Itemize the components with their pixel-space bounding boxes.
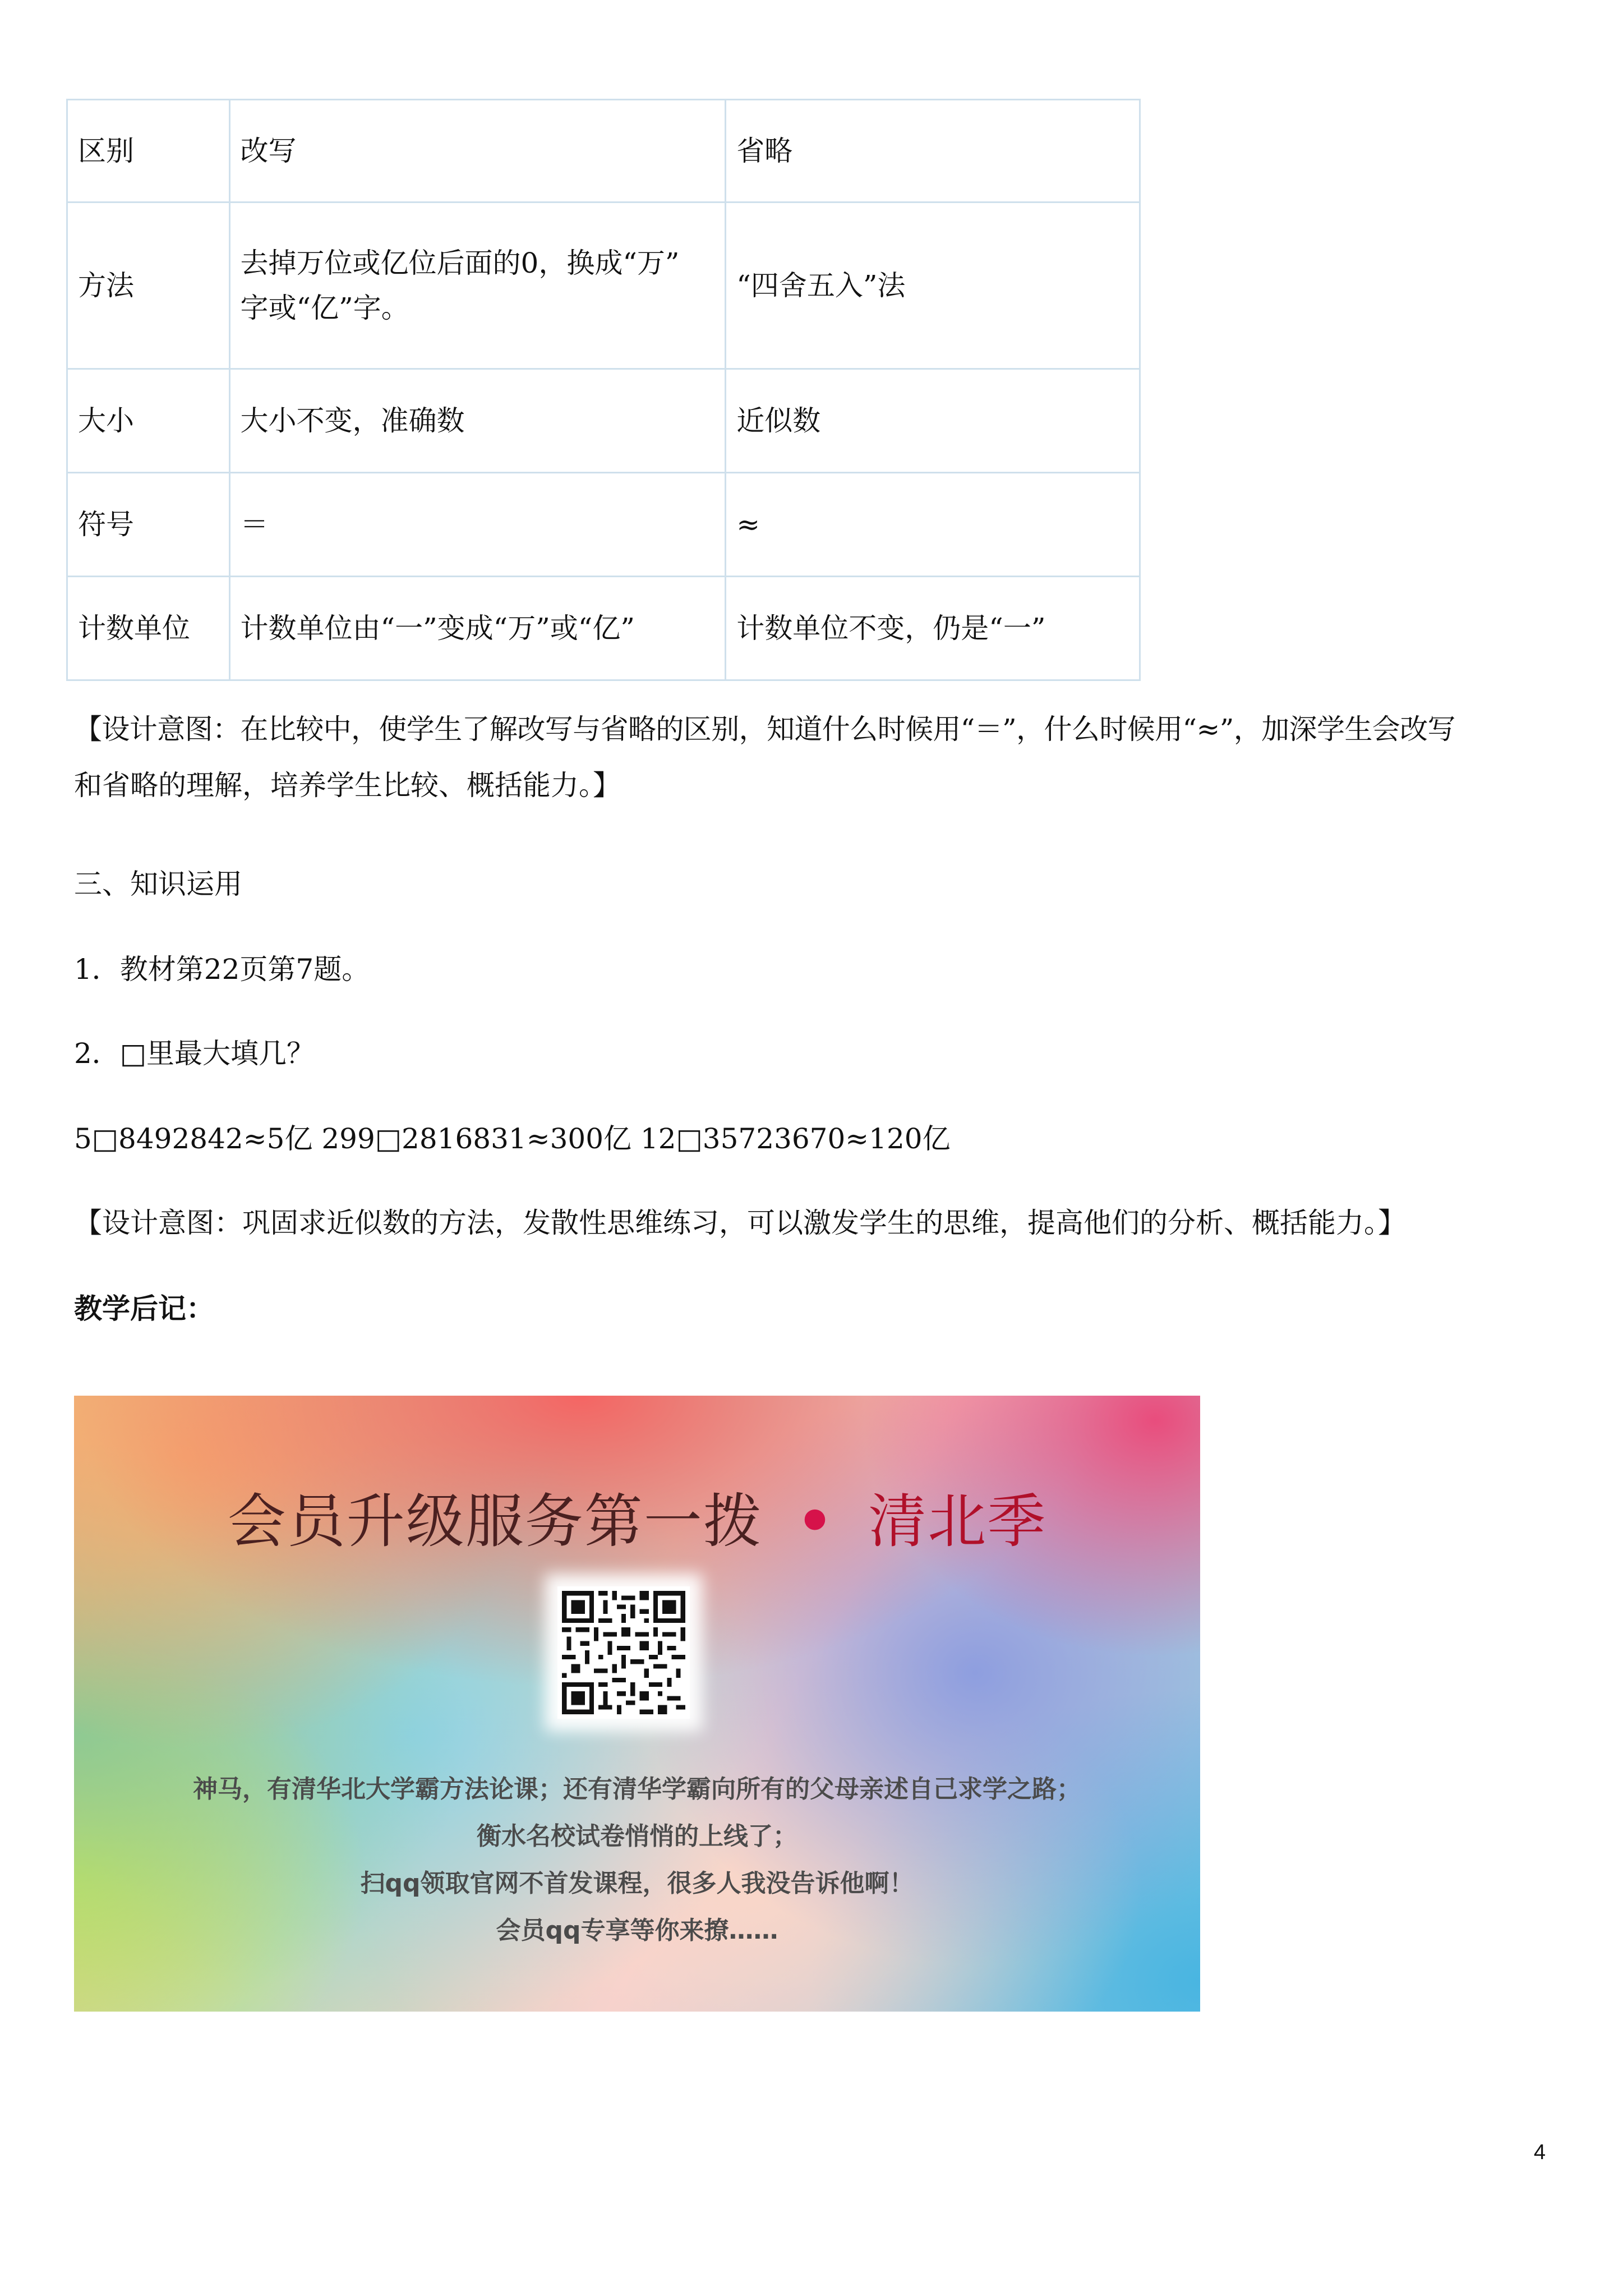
banner-title-right: 清北季	[868, 1487, 1047, 1556]
page-number: 4	[1533, 2141, 1546, 2164]
teaching-postscript-heading: 教学后记：	[74, 1292, 214, 1325]
banner-text-block	[74, 1766, 1200, 1954]
promo-banner[interactable]	[74, 1396, 1200, 2012]
paragraph-line: 和省略的理解，培养学生比较、概括能力。】	[74, 769, 621, 802]
table-header-cell: 区别	[67, 100, 230, 203]
banner-text-line: 扫qq领取官网不首发课程，很多人我没告诉他啊！	[360, 1869, 914, 1898]
table-cell: “四舍五入”法	[726, 203, 1140, 369]
design-intent-paragraph: 【设计意图：巩固求近似数的方法，发散性思维练习，可以激发学生的思维，提高他们的分析、概括能力。】	[74, 1207, 1406, 1239]
banner-title-dot: •	[796, 1487, 835, 1556]
table-cell: ＝	[229, 473, 726, 577]
banner-text-line: 神马，有清华北大学霸方法论课；还有清华学霸向所有的父母亲述自己求学之路；	[193, 1775, 1081, 1803]
table-cell-line: 字或“亿”字。	[240, 292, 409, 324]
table-cell: 计数单位	[67, 577, 230, 680]
table-cell	[229, 203, 726, 369]
section-heading: 三、知识运用	[74, 868, 242, 900]
table-cell: ≈	[726, 473, 1140, 577]
table-cell-line: 去掉万位或亿位后面的0，换成“万”	[240, 247, 680, 279]
exercise-item: 2．□里最大填几？	[74, 1037, 315, 1070]
banner-title-left: 会员升级服务第一拨	[227, 1487, 763, 1556]
table-row	[67, 203, 1140, 369]
qr-code[interactable]	[557, 1586, 690, 1719]
table-row	[67, 369, 1140, 473]
table-cell: 大小	[67, 369, 230, 473]
table-cell: 符号	[67, 473, 230, 577]
table-cell: 大小不变，准确数	[229, 369, 726, 473]
table-cell: 近似数	[726, 369, 1140, 473]
table-cell: 计数单位由“一”变成“万”或“亿”	[229, 577, 726, 680]
banner-text-line: 衡水名校试卷悄悄的上线了；	[477, 1822, 797, 1851]
table-cell: 方法	[67, 203, 230, 369]
table-cell: 计数单位不变，仍是“一”	[726, 577, 1140, 680]
banner-title	[74, 1474, 1200, 1558]
table-header-row	[67, 100, 1140, 203]
paragraph-line: 【设计意图：在比较中，使学生了解改写与省略的区别，知道什么时候用“＝”，什么时候用“≈”，加深学生会改写	[74, 713, 1455, 746]
table-header-cell: 改写	[229, 100, 726, 203]
exercise-item: 1．教材第22页第7题。	[74, 953, 370, 986]
design-intent-paragraph	[74, 708, 1555, 807]
banner-text-line: 会员qq专享等你来撩……	[496, 1916, 778, 1945]
table-header-cell: 省略	[726, 100, 1140, 203]
exercise-numbers: 5□8492842≈5亿 299□2816831≈300亿 12□35723670≈120亿	[74, 1122, 951, 1155]
table-row	[67, 473, 1140, 577]
table-row	[67, 577, 1140, 680]
qr-code-icon	[557, 1586, 690, 1719]
comparison-table	[66, 99, 1141, 681]
